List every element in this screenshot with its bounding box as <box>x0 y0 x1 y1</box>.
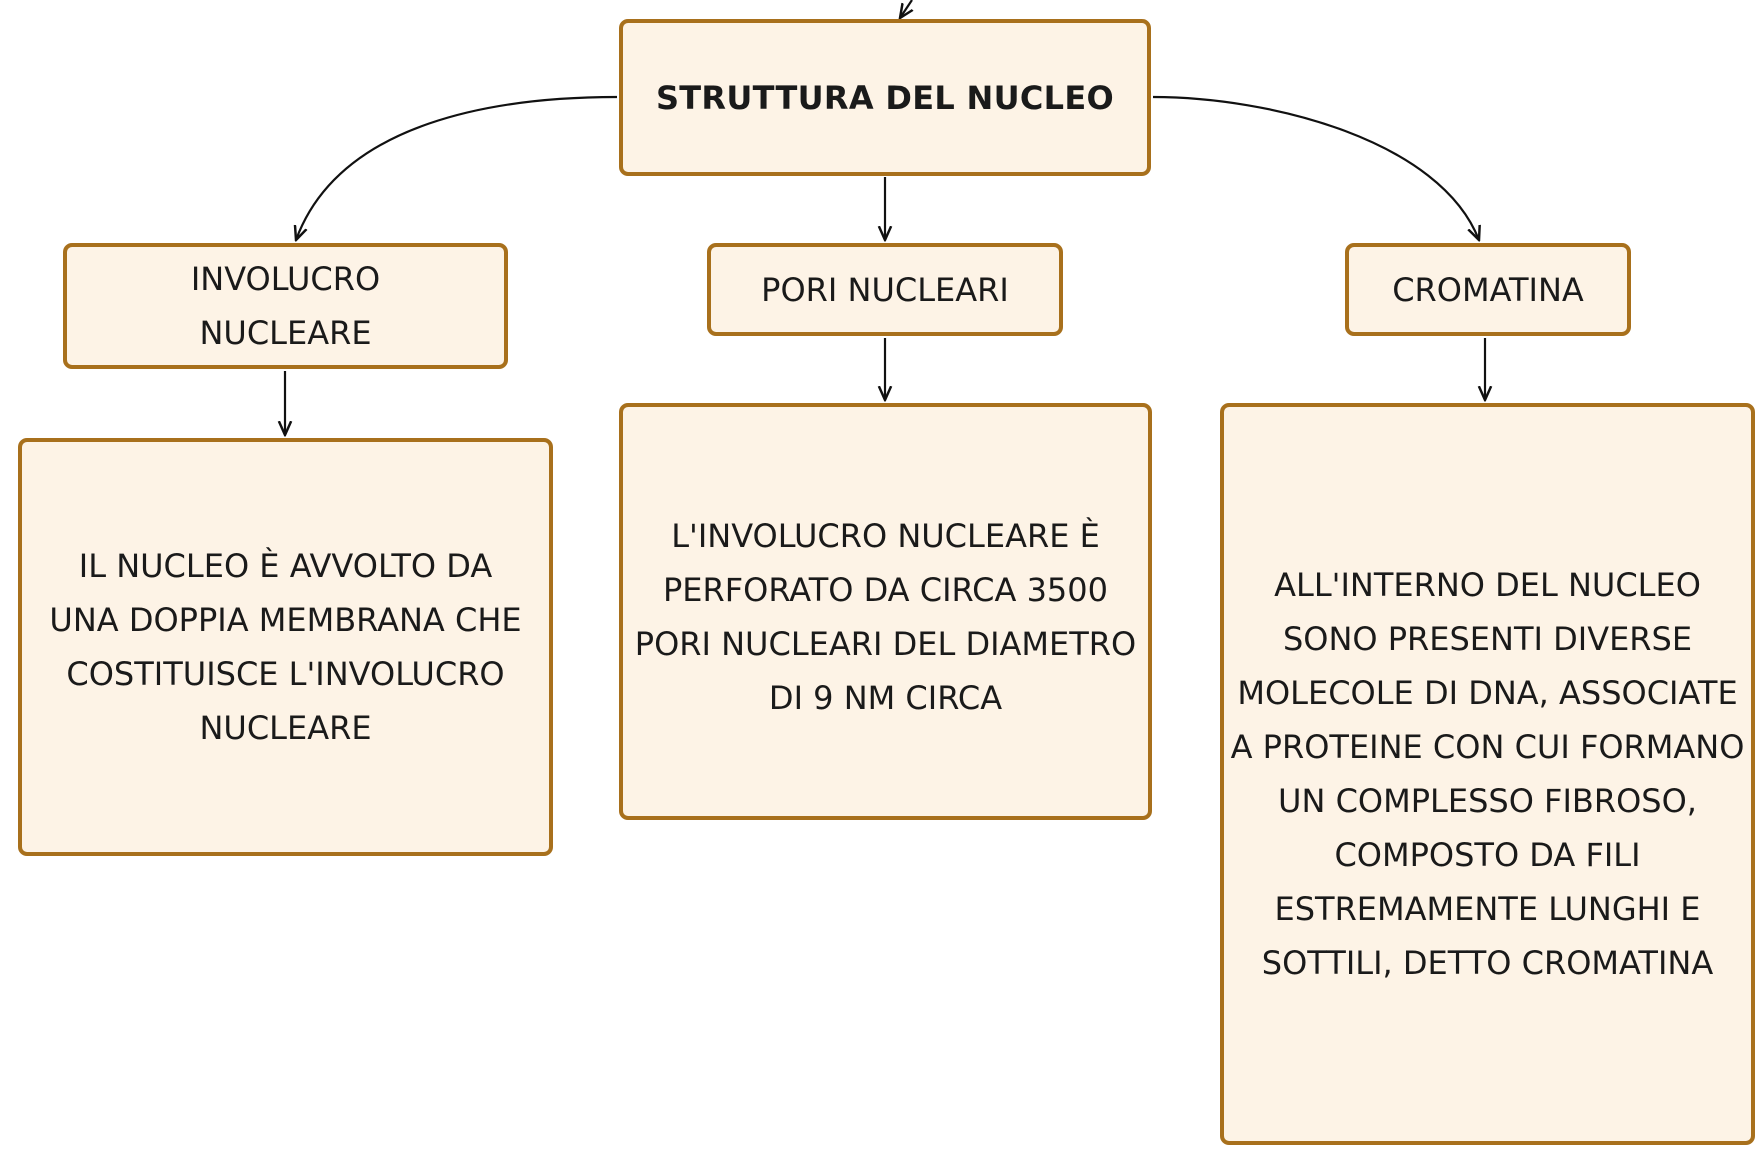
description-node-cromatina[interactable] <box>1220 403 1755 1145</box>
root-node-label: STRUTTURA DEL NUCLEO <box>655 78 1115 117</box>
topic-node-label: PORI NUCLEARI <box>761 270 1009 309</box>
description-text: IL NUCLEO È AVVOLTO DA UNA DOPPIA MEMBRANA CHE COSTITUISCE L'INVOLUCRO NUCLEARE <box>49 547 522 747</box>
description-node-pori-nucleari[interactable] <box>619 403 1152 820</box>
topic-node-pori-nucleari[interactable] <box>707 243 1063 336</box>
description-text: L'INVOLUCRO NUCLEARE È PERFORATO DA CIRCA 3500 PORI NUCLEARI DEL DIAMETRO DI 9 NM CIRCA <box>634 517 1137 717</box>
root-node-struttura-del-nucleo[interactable] <box>619 19 1151 176</box>
topic-node-cromatina[interactable] <box>1345 243 1631 336</box>
topic-node-label: CROMATINA <box>1392 270 1584 309</box>
description-node-involucro-nucleare[interactable] <box>18 438 553 856</box>
connector-root-to-involucro <box>296 97 617 240</box>
topic-node-involucro-nucleare[interactable] <box>63 243 508 369</box>
connector-root-to-cromatina <box>1153 97 1479 240</box>
description-text: ALL'INTERNO DEL NUCLEO SONO PRESENTI DIVERSE MOLECOLE DI DNA, ASSOCIATE A PROTEINE CON CUI FORMANO UN COMPLESSO FIBROSO, COMPOSTO DA FILI ESTREMAMENTE LUNGHI E SOTTILI, DETTO CROMATINA <box>1230 566 1745 982</box>
incoming-connector <box>900 0 912 18</box>
topic-node-label: INVOLUCRO NUCLEARE <box>190 260 381 352</box>
